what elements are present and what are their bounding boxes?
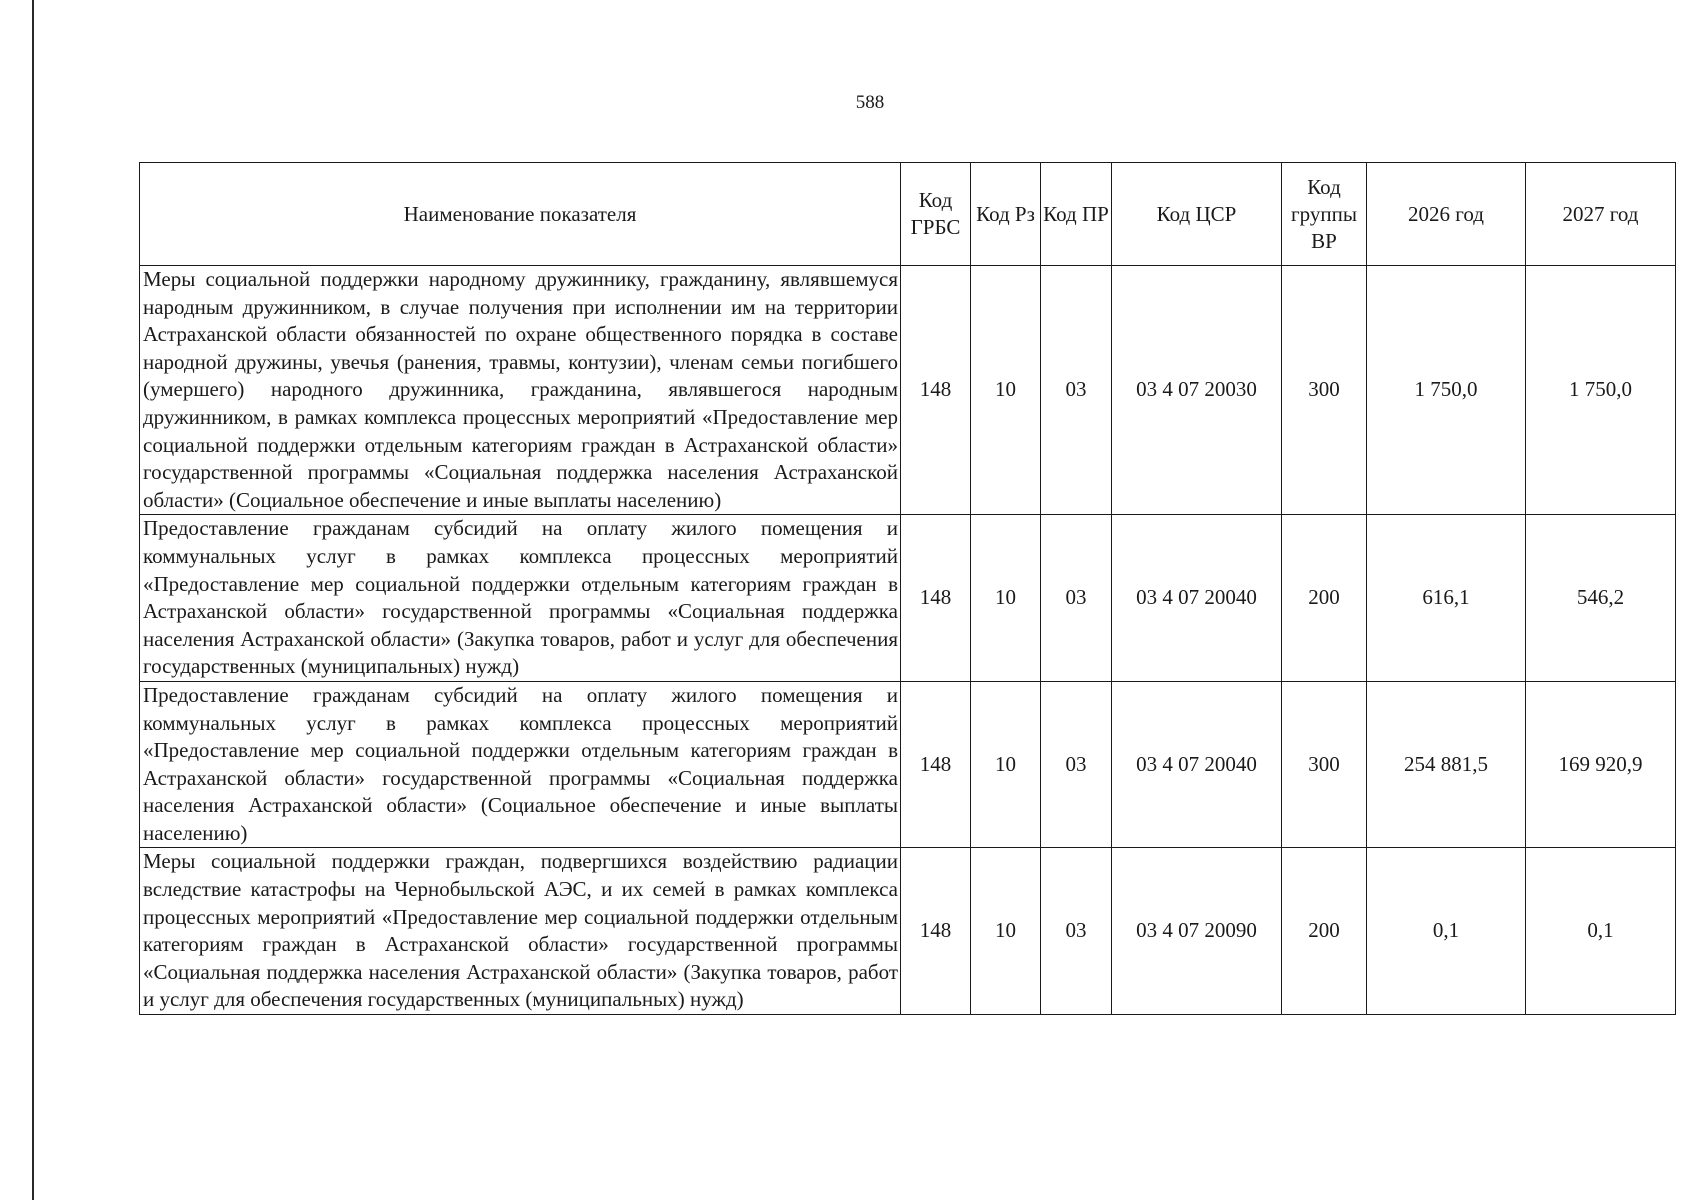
row-name-cell: Предоставление гражданам субсидий на оплату жилого помещения и коммунальных услуг в рамках комплекса процессных мероприятий «Предоставление мер социальной поддержки отдельным категориям граждан в Астраханской области» государственной программы «Социальная поддержка населения Астраханской области» (Закупка товаров, работ и услуг для обеспечения государственных (муниципальных) нужд) [140,515,901,682]
row-pr-cell: 03 [1041,515,1112,682]
row-vr-cell: 300 [1282,266,1367,515]
row-2026-cell: 0,1 [1367,848,1526,1015]
header-rz: Код Рз [971,163,1041,266]
row-vr-cell: 200 [1282,848,1367,1015]
header-vr: Код группы ВР [1282,163,1367,266]
header-grbs: Код ГРБС [901,163,971,266]
row-2027-cell: 0,1 [1526,848,1676,1015]
table-row [140,848,1676,1015]
row-2026-cell: 254 881,5 [1367,681,1526,848]
row-2027-cell: 169 920,9 [1526,681,1676,848]
header-csr: Код ЦСР [1112,163,1282,266]
row-vr-cell: 200 [1282,515,1367,682]
table-row [140,681,1676,848]
table-row [140,515,1676,682]
row-name-cell: Меры социальной поддержки граждан, подвергшихся воздействию радиации вследствие катастрофы на Чернобыльской АЭС, и их семей в рамках комплекса процессных мероприятий «Предоставление мер социальной поддержки отдельным категориям граждан в Астраханской области» государственной программы «Социальная поддержка населения Астраханской области» (Закупка товаров, работ и услуг для обеспечения государственных (муниципальных) нужд) [140,848,901,1015]
row-rz-cell: 10 [971,515,1041,682]
row-rz-cell: 10 [971,266,1041,515]
row-grbs-cell: 148 [901,848,971,1015]
row-2027-cell: 546,2 [1526,515,1676,682]
header-name: Наименование показателя [140,163,901,266]
row-csr-cell: 03 4 07 20040 [1112,515,1282,682]
row-grbs-cell: 148 [901,681,971,848]
row-pr-cell: 03 [1041,848,1112,1015]
scan-edge-line [32,0,34,1200]
row-rz-cell: 10 [971,681,1041,848]
row-pr-cell: 03 [1041,266,1112,515]
header-year-2026: 2026 год [1367,163,1526,266]
budget-table [139,162,1676,1015]
row-csr-cell: 03 4 07 20090 [1112,848,1282,1015]
table-header-row [140,163,1676,266]
row-vr-cell: 300 [1282,681,1367,848]
row-2027-cell: 1 750,0 [1526,266,1676,515]
table-row [140,266,1676,515]
row-name-cell: Меры социальной поддержки народному дружиннику, гражданину, являвшемуся народным дружинником, в случае получения при исполнении им на территории Астраханской области обязанностей по охране общественного порядка в составе народной дружины, увечья (ранения, травмы, контузии), членам семьи погибшего (умершего) народного дружинника, гражданина, являвшегося народным дружинником, в рамках комплекса процессных мероприятий «Предоставление мер социальной поддержки отдельным категориям граждан в Астраханской области» государственной программы «Социальная поддержка населения Астраханской области» (Социальное обеспечение и иные выплаты населению) [140,266,901,515]
row-csr-cell: 03 4 07 20040 [1112,681,1282,848]
header-year-2027: 2027 год [1526,163,1676,266]
row-csr-cell: 03 4 07 20030 [1112,266,1282,515]
row-pr-cell: 03 [1041,681,1112,848]
header-pr: Код ПР [1041,163,1112,266]
row-grbs-cell: 148 [901,515,971,682]
row-name-cell: Предоставление гражданам субсидий на оплату жилого помещения и коммунальных услуг в рамках комплекса процессных мероприятий «Предоставление мер социальной поддержки отдельным категориям граждан в Астраханской области» государственной программы «Социальная поддержка населения Астраханской области» (Социальное обеспечение и иные выплаты населению) [140,681,901,848]
row-rz-cell: 10 [971,848,1041,1015]
row-2026-cell: 1 750,0 [1367,266,1526,515]
row-grbs-cell: 148 [901,266,971,515]
page-number: 588 [855,92,885,113]
row-2026-cell: 616,1 [1367,515,1526,682]
